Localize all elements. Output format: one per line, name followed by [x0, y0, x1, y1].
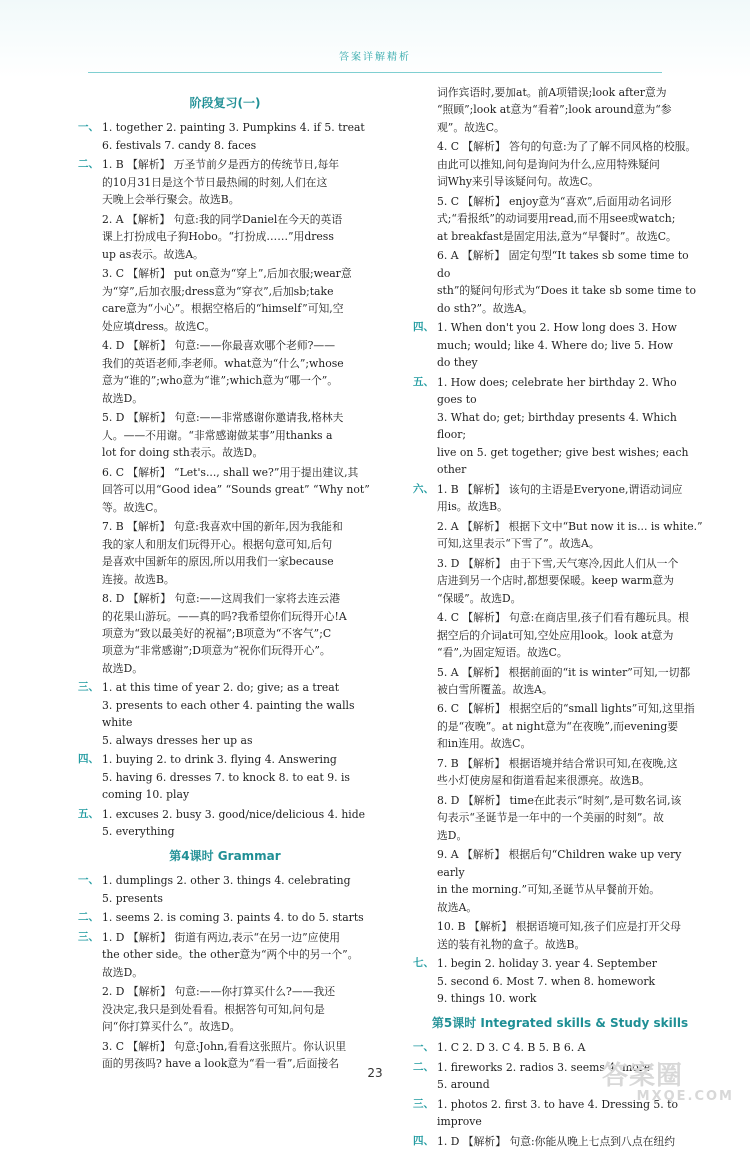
section-numeral: 一、: [78, 121, 99, 134]
answer-line: 为“穿”,后加衣服;dress意为“穿衣”,后加sb;take: [102, 284, 334, 298]
answer-line: 1. B 【解析】 该句的主语是Everyone,谓语动词应: [437, 482, 683, 496]
answer-line: 1. D 【解析】 句意:你能从晚上七点到八点在纽约: [437, 1134, 676, 1148]
answer-line: 4. C 【解析】 答句的句意:为了了解不同风格的校服。: [437, 140, 697, 154]
section-numeral: 四、: [78, 753, 99, 766]
answer-item: [415, 609, 705, 661]
answer-line: 1. seems 2. is coming 3. paints 4. to do 5. starts: [102, 911, 364, 925]
answer-line: 1. begin 2. holiday 3. year 4. September: [437, 957, 657, 971]
answer-item: [80, 909, 370, 926]
answer-line: 1. dumplings 2. other 3. things 4. celebrating: [102, 874, 351, 888]
answer-line: 1. How does; celebrate her birthday 2. Who goes to: [437, 375, 677, 407]
answer-line: 1. buying 2. to drink 3. flying 4. Answering: [102, 753, 337, 767]
answer-line: 是喜欢中国新年的原因,所以用我们一家because: [102, 555, 334, 569]
answer-line: 的是“夜晚”。at night意为“在夜晚”,而evening要: [437, 719, 679, 733]
answer-line: 的花果山游玩。——真的吗?我希望你们玩得开心!A: [102, 609, 347, 623]
answer-line: 送的装有礼物的盒子。故选B。: [437, 937, 586, 951]
answer-line: 词作宾语时,要加at。前A项错误;look after意为: [437, 86, 667, 99]
section-numeral: 一、: [413, 1041, 434, 1054]
answer-item: [415, 193, 705, 245]
answer-line: 被白雪所覆盖。故选A。: [437, 682, 553, 696]
answer-line: do sth?”。故选A。: [437, 301, 533, 315]
answer-line: 选D。: [437, 828, 468, 842]
answer-line: 的10月31日是这个节日最热闹的时刻,人们在这: [102, 175, 328, 189]
answer-line: 等。故选C。: [102, 500, 165, 514]
answer-line: 7. B 【解析】 根据语境并结合常识可知,在夜晚,这: [437, 756, 678, 770]
answer-line: 1. D 【解析】 街道有两边,表示“在另一边”应使用: [102, 930, 341, 944]
answer-line: 3. What do; get; birthday presents 4. Which floor;: [437, 410, 677, 442]
left-items: [80, 119, 370, 840]
answer-line: in the morning.”可知,圣诞节从早餐前开始。: [437, 883, 661, 897]
answer-line: 3. C 【解析】 句意:John,看看这张照片。你认识里: [102, 1039, 347, 1053]
answer-item: [80, 751, 370, 803]
answer-line: 用is。故选B。: [437, 500, 508, 514]
section-numeral: 三、: [78, 930, 99, 943]
section-numeral: 二、: [413, 1060, 434, 1073]
answer-line: up as表示。故选A。: [102, 247, 204, 261]
answer-line: 3. D 【解析】 由于下雪,天气寒冷,因此人们从一个: [437, 556, 679, 570]
left-items-2: [80, 872, 370, 1072]
answer-line: improve: [437, 1115, 482, 1129]
answer-line: 1. C 2. D 3. C 4. B 5. B 6. A: [437, 1041, 586, 1055]
answer-line: 2. D 【解析】 句意:——你打算买什么?——我还: [102, 985, 336, 999]
section-title-lesson-5: 第5课时 Integrated skills & Study skills: [431, 1015, 689, 1030]
answer-line: 5. having 6. dresses 7. to knock 8. to eat 9. is: [102, 770, 350, 784]
section-numeral: 六、: [413, 482, 434, 495]
answer-line: 6. festivals 7. candy 8. faces: [102, 138, 257, 152]
section-numeral: 七、: [413, 957, 434, 970]
answer-line: 1. B 【解析】 万圣节前夕是西方的传统节日,每年: [102, 158, 340, 172]
answer-item: [415, 918, 705, 953]
answer-line: 项意为“非常感谢”;D项意为“祝你们玩得开心”。: [102, 644, 331, 658]
answer-line: 5. presents: [102, 891, 163, 905]
watermark-url: MXQE.COM: [636, 1089, 734, 1104]
section-title-review: 阶段复习(一): [189, 96, 261, 110]
answer-line: 3. C 【解析】 put on意为“穿上”,后加衣服;wear意: [102, 267, 352, 281]
answer-line: 人。——不用谢。“非常感谢做某事”用thanks a: [102, 428, 333, 442]
answer-item: [415, 846, 705, 916]
page-header: 答案详解精析: [339, 52, 411, 63]
answer-item: [80, 929, 370, 981]
answer-line: 4. C 【解析】 句意:在商店里,孩子们看有趣玩具。根: [437, 611, 689, 625]
answer-line: 我们的英语老师,李老师。what意为“什么”;whose: [102, 356, 344, 370]
answer-line: 项意为“致以最美好的祝福”;B项意为“不客气”;C: [102, 627, 332, 640]
answer-line: 连接。故选B。: [102, 572, 175, 586]
answer-line: 2. A 【解析】 句意:我的同学Daniel在今天的英语: [102, 212, 343, 226]
answer-line: 9. things 10. work: [437, 992, 537, 1006]
answer-line: 1. When don't you 2. How long does 3. How: [437, 321, 677, 335]
answer-line: live on 5. get together; give best wishes; each other: [437, 445, 689, 477]
answer-line: care意为“小心”。根据空格后的“himself”可知,空: [102, 302, 344, 316]
answer-line: 5. C 【解析】 enjoy意为“喜欢”,后面用动名词形: [437, 194, 672, 208]
answer-item: [80, 265, 370, 335]
answer-line: 些小灯使房屋和街道看起来很漂亮。故选B。: [437, 774, 651, 788]
answer-line: 据空后的介词at可知,空处应用look。look at意为: [437, 628, 674, 642]
section-numeral: 三、: [413, 1097, 434, 1110]
answer-line: sth”的疑问句形式为“Does it take sb some time to: [437, 284, 697, 298]
answer-line: 故选A。: [437, 900, 478, 914]
watermark-text: 答案圈: [602, 1061, 684, 1091]
answer-line: 式;“看报纸”的动词要用read,而不用see或watch;: [437, 212, 676, 226]
section-numeral: 五、: [413, 375, 434, 388]
answer-line: 1. at this time of year 2. do; give; as a treat: [102, 681, 340, 695]
answer-line: 6. C 【解析】 根据空后的“small lights”可知,这里指: [437, 702, 695, 716]
answer-item: [415, 374, 705, 479]
answer-line: 6. C 【解析】 “Let's..., shall we?”用于提出建议,其: [102, 465, 359, 479]
left-column: [80, 92, 370, 1075]
answer-line: 没决定,我只是到处看看。根据答句可知,问句是: [102, 1002, 325, 1016]
answer-line: 回答可以用“Good idea” “Sounds great” “Why not”: [102, 483, 370, 497]
answer-item: [415, 792, 705, 844]
answer-line: at breakfast是固定用法,意为“早餐时”。故选C。: [437, 229, 677, 243]
answer-line: “照顾”;look at意为“看着”;look around意为“参: [437, 103, 672, 117]
answer-item: [415, 319, 705, 371]
answer-line: 天晚上会举行聚会。故选B。: [102, 193, 240, 207]
right-column: [415, 84, 705, 1152]
answer-item: [415, 138, 705, 190]
answer-line: 故选D。: [102, 661, 144, 675]
top-band: [0, 0, 750, 78]
answer-line: 5. second 6. Most 7. when 8. homework: [437, 974, 656, 988]
right-items: [415, 84, 705, 1008]
answer-item: [415, 664, 705, 699]
answer-line: 观”。故选C。: [437, 120, 505, 134]
answer-line: 5. always dresses her up as: [102, 733, 253, 747]
section-numeral: 四、: [413, 1134, 434, 1147]
answer-line: 8. D 【解析】 time在此表示“时刻”,是可数名词,该: [437, 793, 682, 807]
answer-line: 词Why来引导该疑问句。故选C。: [437, 175, 599, 189]
answer-line: do they: [437, 356, 478, 370]
answer-line: 我的家人和朋友们玩得开心。根据句意可知,后句: [102, 537, 333, 551]
answer-item: [80, 983, 370, 1035]
header-rule: [88, 72, 662, 73]
answer-line: 和in连用。故选C。: [437, 737, 532, 751]
answer-line: 4. D 【解析】 句意:——你最喜欢哪个老师?——: [102, 339, 336, 353]
answer-line: 5. D 【解析】 句意:——非常感谢你邀请我,格林夫: [102, 411, 344, 425]
answer-item: [415, 247, 705, 317]
answer-line: 可知,这里表示“下雪了”。故选A。: [437, 537, 600, 551]
answer-line: 面的男孩吗? have a look意为“看一看”,后面接名: [102, 1057, 340, 1071]
answer-line: 由此可以推知,问句是询问为什么,应用特殊疑问: [437, 157, 660, 171]
answer-line: 课上打扮成电子狗Hobo。“打扮成……”用dress: [102, 230, 334, 244]
answer-line: 6. A 【解析】 固定句型“It takes sb some time to do: [437, 249, 689, 280]
answer-line: 店进到另一个店时,都想要保暖。keep warm意为: [437, 574, 674, 588]
answer-item: [80, 590, 370, 677]
answer-item: [80, 872, 370, 907]
answer-line: much; would; like 4. Where do; live 5. How: [437, 338, 674, 352]
answer-line: 2. A 【解析】 根据下文中“But now it is... is white.”: [437, 519, 703, 533]
answer-item: [415, 955, 705, 1007]
answer-line: 故选D。: [102, 965, 144, 979]
answer-line: 故选D。: [102, 391, 144, 405]
answer-line: 句表示“圣诞节是一年中的一个美丽的时刻”。故: [437, 811, 664, 825]
answer-item: [80, 156, 370, 208]
answer-item: [80, 806, 370, 841]
answer-line: coming 10. play: [102, 788, 190, 802]
answer-line: 8. D 【解析】 句意:——这周我们一家将去连云港: [102, 592, 341, 606]
section-numeral: 二、: [78, 158, 99, 171]
answer-item: [415, 755, 705, 790]
answer-line: 1. photos 2. first 3. to have 4. Dressing 5. to: [437, 1097, 678, 1111]
answer-line: lot for doing sth表示。故选D。: [102, 446, 264, 460]
answer-line: 意为“谁的”;who意为“谁”;which意为“哪一个”。: [102, 374, 339, 388]
answer-item: [415, 481, 705, 516]
answer-item: [80, 409, 370, 461]
answer-line: 5. around: [437, 1078, 490, 1092]
section-numeral: 三、: [78, 681, 99, 694]
answer-item: [415, 1039, 705, 1056]
answer-line: 1. together 2. painting 3. Pumpkins 4. if 5. treat: [102, 121, 365, 135]
page-number: 23: [367, 1066, 383, 1080]
answer-item: [80, 679, 370, 749]
answer-line: 10. B 【解析】 根据语境可知,孩子们应是打开父母: [437, 920, 681, 934]
answer-line: 处应填dress。故选C。: [102, 319, 216, 333]
answer-line: 5. A 【解析】 根据前面的“it is winter”可知,一切都: [437, 665, 691, 679]
section-numeral: 四、: [413, 321, 434, 334]
section-title-lesson-4: 第4课时 Grammar: [169, 848, 281, 863]
answer-item: [80, 211, 370, 263]
watermark-logo: [602, 1063, 742, 1109]
answer-line: 7. B 【解析】 句意:我喜欢中国的新年,因为我能和: [102, 520, 343, 534]
answer-line: 3. presents to each other 4. painting the walls white: [102, 698, 355, 730]
answer-item: [80, 119, 370, 154]
answer-item: [415, 518, 705, 553]
section-numeral: 二、: [78, 911, 99, 924]
answer-item: [415, 700, 705, 752]
answer-line: the other side。the other意为“两个中的另一个”。: [102, 948, 359, 962]
answer-item: [80, 464, 370, 516]
answer-item: [415, 555, 705, 607]
answer-line: 5. everything: [102, 825, 175, 839]
answer-line: 1. fireworks 2. radios 3. seems 4. more: [437, 1060, 651, 1074]
answer-line: “看”,为固定短语。故选C。: [437, 646, 568, 660]
answer-line: “保暖”。故选D。: [437, 591, 522, 605]
section-numeral: 五、: [78, 807, 99, 820]
answer-item: [415, 84, 705, 136]
answer-line: 1. excuses 2. busy 3. good/nice/delicious 4. hide: [102, 807, 366, 821]
answer-item: [415, 1133, 705, 1150]
answer-line: 9. A 【解析】 根据后句“Children wake up very early: [437, 848, 682, 879]
answer-item: [80, 337, 370, 407]
section-numeral: 一、: [78, 874, 99, 887]
answer-line: 问“你打算买什么”。故选D。: [102, 1020, 241, 1034]
answer-item: [80, 518, 370, 588]
